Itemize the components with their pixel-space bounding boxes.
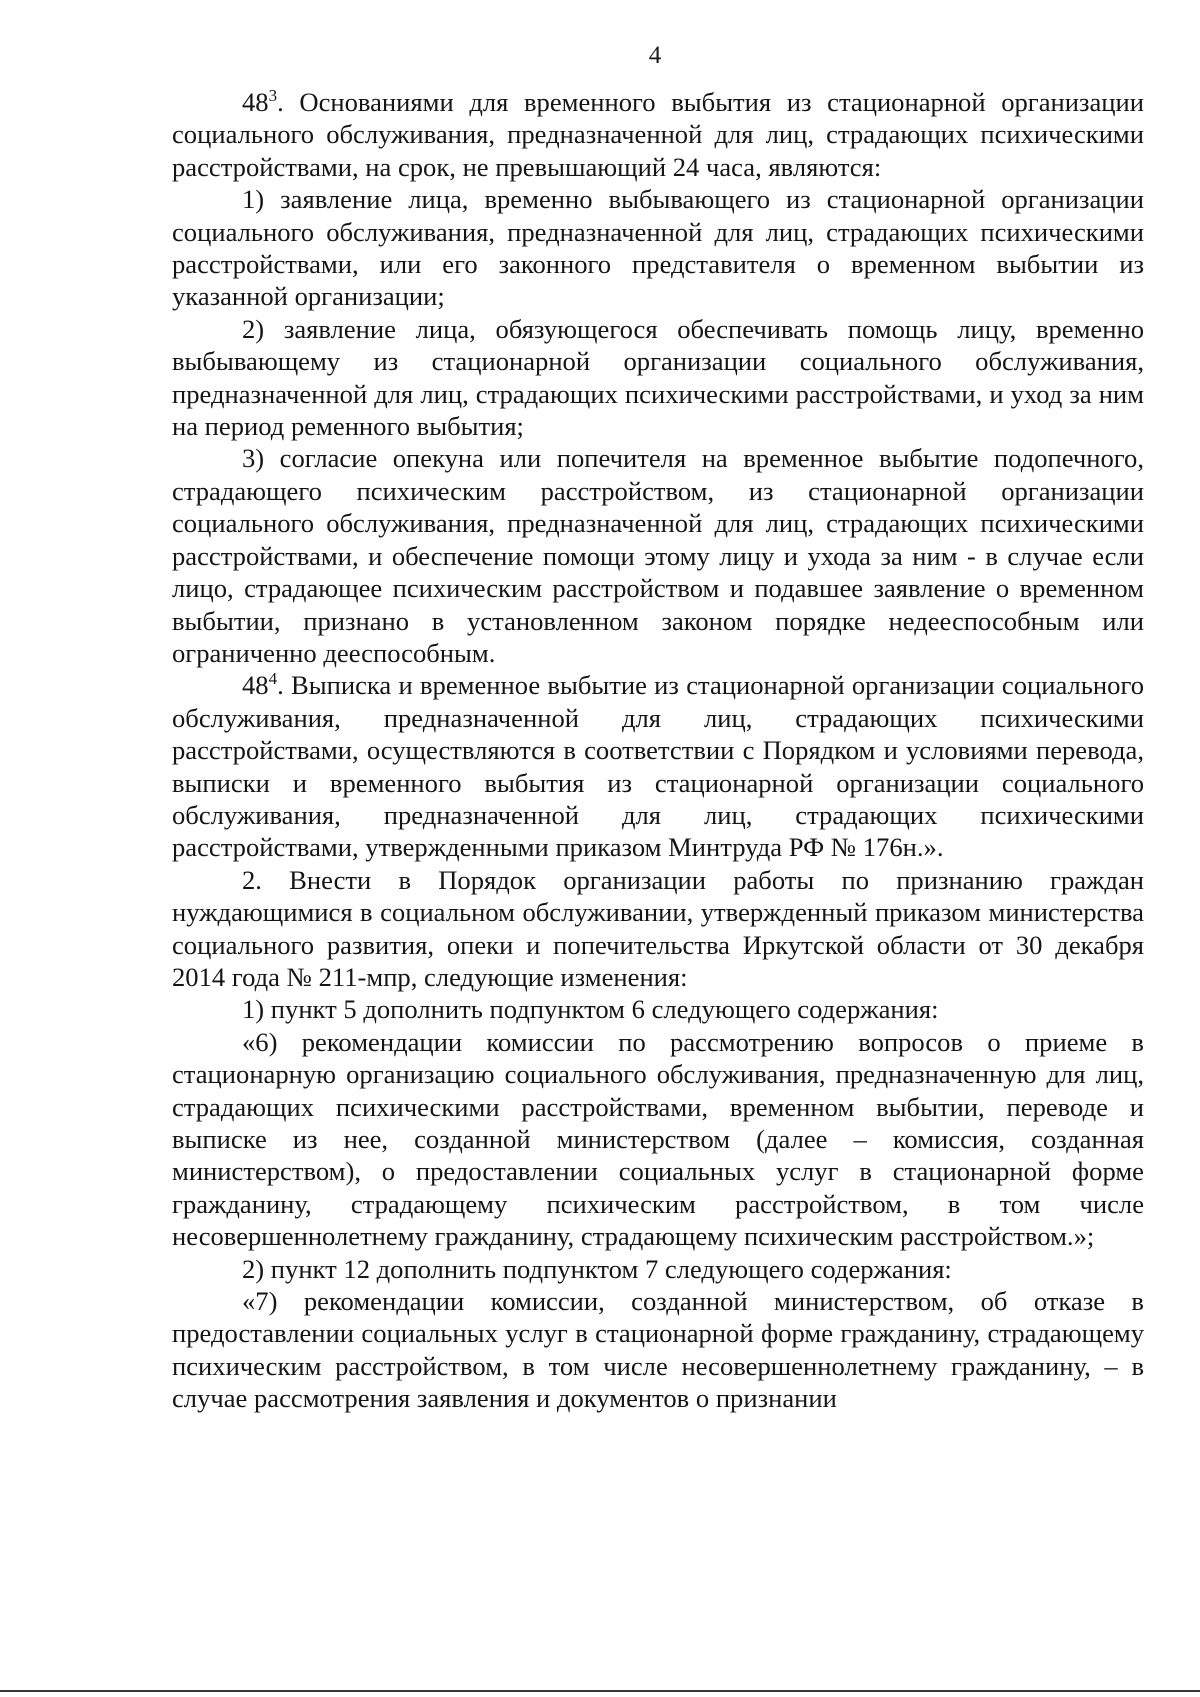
paragraph-2: 2. Внести в Порядок организации работы по признанию граждан нуждающимися в социальном обслуживании, утвержденный приказом министерства социального развития, опеки и попечительства Иркутской области от 30 декабря 2014 года № 211-мпр, следующие изменения: (172, 864, 1144, 992)
paragraph-48-3-item-2: 2) заявление лица, обязующегося обеспечивать помощь лицу, временно выбывающему из стационарной организации социального обслуживания, предназначенной для лиц, страдающих психическими расстройствами, и уход за ним на период ременного выбытия; (172, 313, 1144, 442)
paragraph-2-item-2: 2) пункт 12 дополнить подпунктом 7 следующего содержания: (242, 1253, 952, 1284)
clause-superscript: 3 (268, 86, 278, 106)
paragraph-48-4 (172, 669, 1144, 863)
paragraph-2-item-2-quote: «7) рекомендации комиссии, созданной министерством, об отказе в предоставлении социальных услуг в стационарной форме гражданину, страдающему психическим расстройством, в том числе несовершеннолетнему гражданину, – в случае рассмотрения заявления и документов о признании (172, 1286, 1144, 1414)
paragraph-2-item-1-quote: «6) рекомендации комиссии по рассмотрению вопросов о приеме в стационарную организацию социального обслуживания, предназначенную для лиц, страдающих психическими расстройствами, временном выбытии, переводе и выписке из нее, созданной министерством (далее – комиссия, созданная министерством), о предоставлении социальных услуг в стационарной форме гражданину, страдающему психическим расстройством, в том числе несовершеннолетнему гражданину, страдающему психическим расстройством.»; (172, 1026, 1144, 1252)
paragraph-48-3 (172, 86, 1144, 183)
paragraph-48-3-item-1: 1) заявление лица, временно выбывающего из стационарной организации социального обслуживания, предназначенной для лиц, страдающих психическими расстройствами, или его законного представителя о временном выбытии из указанной организации; (172, 184, 1144, 312)
page-number: 4 (648, 42, 662, 69)
clause-superscript: 4 (268, 669, 278, 689)
document-text-body (172, 86, 1144, 1415)
paragraph-2-item-1: 1) пункт 5 дополнить подпунктом 6 следующего содержания: (242, 994, 939, 1025)
bottom-scan-edge (0, 1690, 1200, 1692)
clause-label: 48 (242, 87, 269, 117)
paragraph-text: . Основаниями для временного выбытия из стационарной организации социального обслуживания, предназначенной для лиц, страдающих психическими расстройствами, на срок, не превышающий 24 часа, являются: (172, 87, 1144, 182)
clause-label: 48 (242, 670, 269, 701)
paragraph-48-3-item-3: 3) согласие опекуна или попечителя на временное выбытие подопечного, страдающего психическим расстройством, из стационарной организации социального обслуживания, предназначенной для лиц, страдающих психическими расстройствами, и обеспечение помощи этому лицу и ухода за ним - в случае если лицо, страдающее психическим расстройством и подавшее заявление о временном выбытии, признано в установленном законом порядке недееспособным или ограниченно дееспособным. (172, 443, 1144, 668)
paragraph-text: . Выписка и временное выбытие из стационарной организации социального обслуживания, предназначенной для лиц, страдающих психическими расстройствами, осуществляются в соответствии с Порядком и условиями перевода, выписки и временного выбытия из стационарной организации социального обслуживания, предназначенной для лиц, страдающих психическими расстройствами, утвержденными приказом Минтруда РФ № 176н.». (172, 670, 1144, 863)
